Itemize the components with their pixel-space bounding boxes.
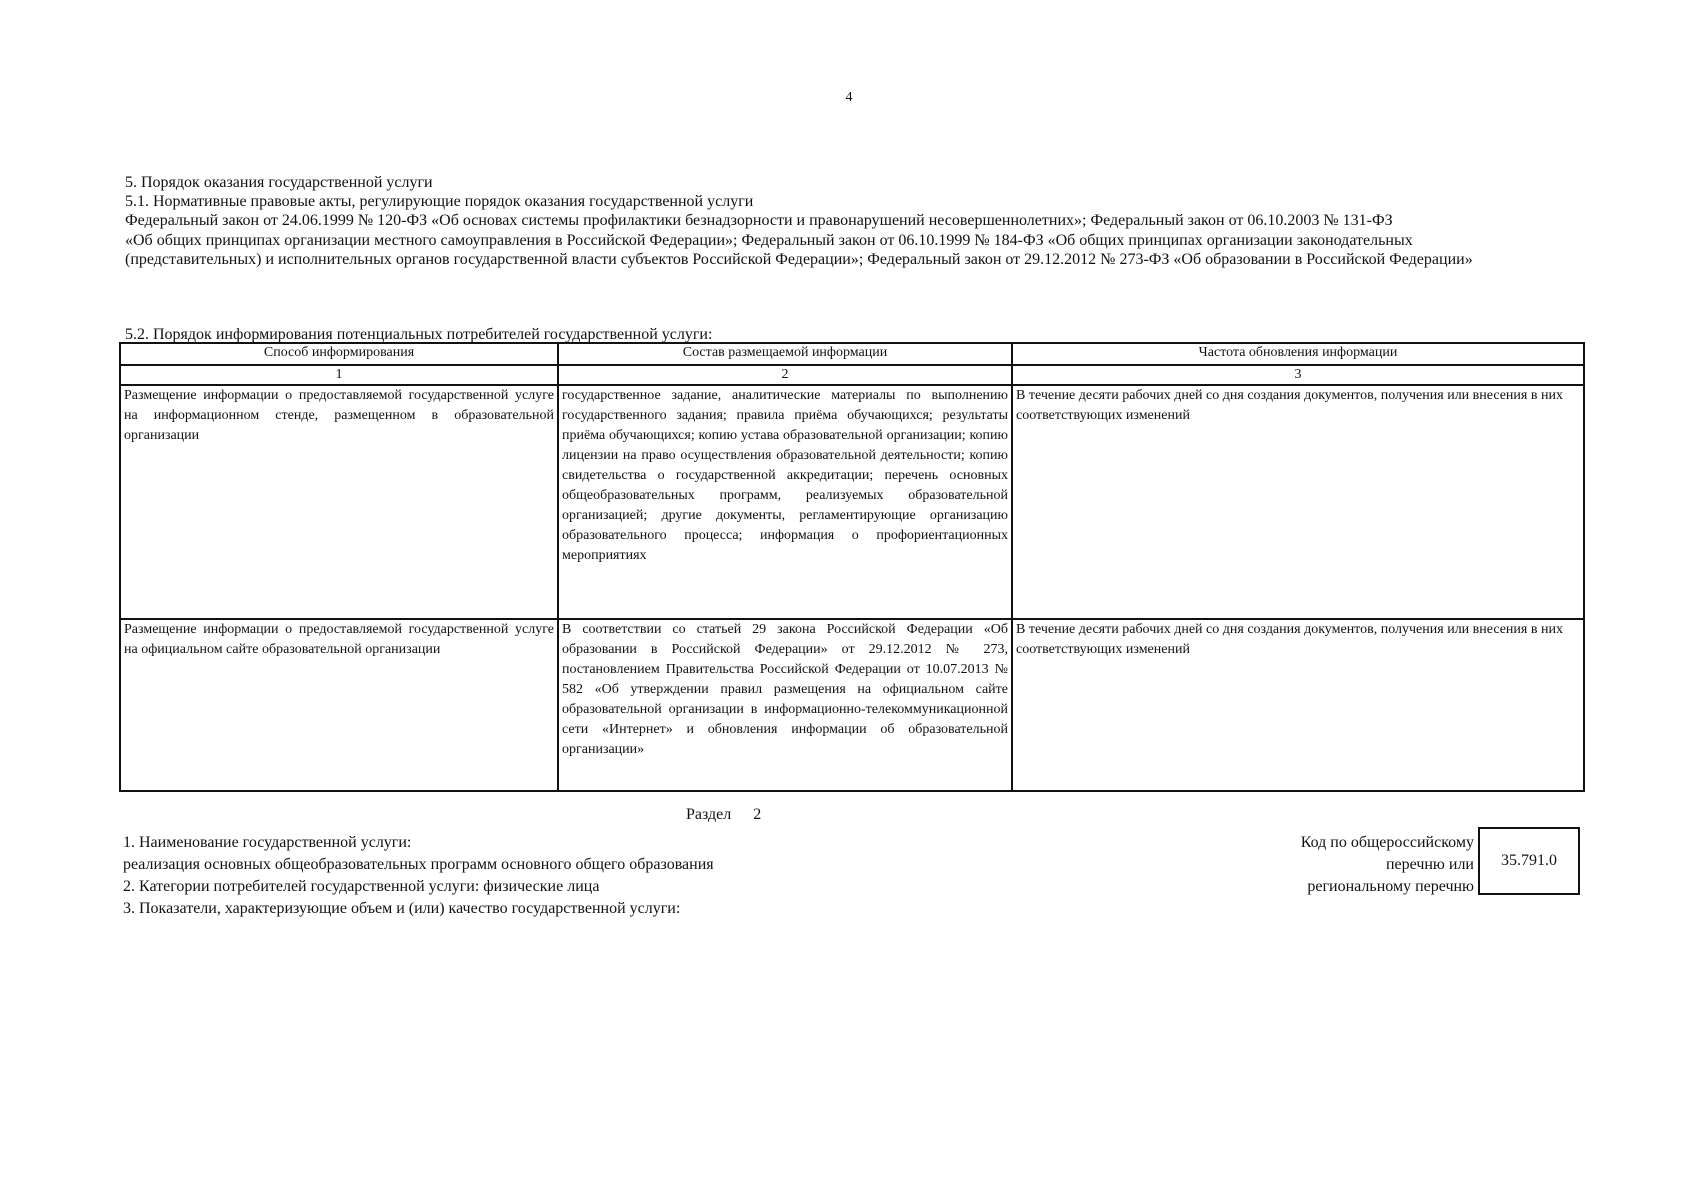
section-label: Раздел — [686, 806, 732, 823]
legal-acts-line: «Об общих принципах организации местного самоуправления в Российской Федерации»; Федеральный закон от 06.10.1999 № 184-ФЗ «Об общих принципах организации законодательных — [125, 231, 1413, 249]
service-name-value: реализация основных общеобразовательных программ основного общего образования — [123, 856, 714, 873]
section-heading — [686, 806, 761, 824]
cell-content: государственное задание, аналитические материалы по выполнению государственного задания; правила приёма обучающихся; результаты приёма обучающихся; копию устава образовательной организации; копию лицензии на право осуществления образовательной деятельности; копию свидетельства о государственной аккредитации; перечень основных общеобразовательных программ, реализуемых образовательной организацией; другие документы, регламентирующие организацию образовательного процесса; информация о профориентационных мероприятиях — [558, 385, 1012, 619]
code-label-line: перечню или — [1385, 856, 1474, 873]
table-header-row — [120, 343, 1584, 365]
legal-acts-line: Федеральный закон от 24.06.1999 № 120-ФЗ «Об основах системы профилактики безнадзорности и правонарушений несовершеннолетних»; Федеральный закон от 06.10.2003 № 131-ФЗ — [125, 212, 1393, 229]
column-number: 2 — [558, 365, 1012, 385]
cell-frequency: В течение десяти рабочих дней со дня создания документов, получения или внесения в них соответствующих изменений — [1012, 385, 1584, 619]
column-number: 3 — [1012, 365, 1584, 385]
header-method: Способ информирования — [120, 343, 558, 365]
cell-method: Размещение информации о предоставляемой государственной услуге на информационном стенде, размещенном в образовательной организации — [120, 385, 558, 619]
registry-code-box: 35.791.0 — [1478, 827, 1580, 895]
consumer-category: 2. Категории потребителей государственной услуги: физические лица — [123, 878, 600, 895]
service-name-label: 1. Наименование государственной услуги: — [123, 834, 412, 851]
table-row — [120, 385, 1584, 619]
table-row — [120, 619, 1584, 791]
code-label-line: региональному перечню — [1307, 878, 1474, 895]
column-number: 1 — [120, 365, 558, 385]
legal-acts-text — [125, 211, 1585, 270]
code-label-line: Код по общероссийскому — [1300, 834, 1474, 851]
information-table — [119, 342, 1585, 792]
header-frequency: Частота обновления информации — [1012, 343, 1584, 365]
page-number: 4 — [845, 90, 853, 105]
section-5-1-title: 5.1. Нормативные правовые акты, регулирующие порядок оказания государственной услуги — [125, 193, 754, 210]
cell-method: Размещение информации о предоставляемой государственной услуге на официальном сайте образовательной организации — [120, 619, 558, 791]
indicators-label: 3. Показатели, характеризующие объем и (или) качество государственной услуги: — [123, 900, 681, 917]
legal-acts-line: (представительных) и исполнительных органов государственной власти субъектов Российской Федерации»; Федеральный закон от 29.12.2012 № 273-ФЗ «Об образовании в Российской Федерации» — [125, 251, 1473, 268]
column-number-row — [120, 365, 1584, 385]
cell-frequency: В течение десяти рабочих дней со дня создания документов, получения или внесения в них соответствующих изменений — [1012, 619, 1584, 791]
section-5-2-title: 5.2. Порядок информирования потенциальных потребителей государственной услуги: — [125, 326, 713, 343]
section-number: 2 — [753, 806, 762, 823]
cell-content: В соответствии со статьей 29 закона Российской Федерации «Об образовании в Российской Федерации» от 29.12.2012 № 273, постановлением Правительства Российской Федерации от 10.07.2013 № 582 «Об утверждении правил размещения на официальном сайте образовательной организации в информационно-телекоммуникационной сети «Интернет» и обновления информации об образовательной организации» — [558, 619, 1012, 791]
section-5-title: 5. Порядок оказания государственной услуги — [125, 174, 433, 191]
header-content: Состав размещаемой информации — [558, 343, 1012, 365]
